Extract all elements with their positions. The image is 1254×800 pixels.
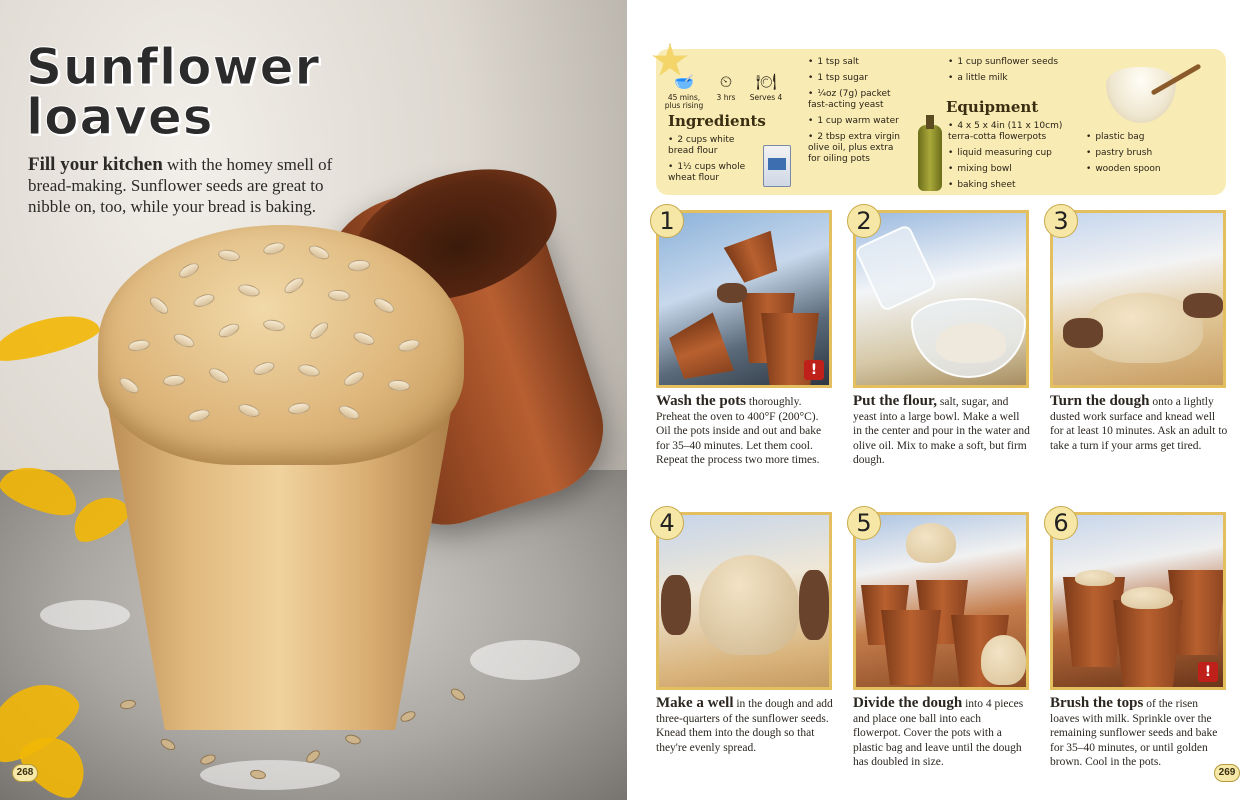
step-number: 1 — [650, 204, 684, 238]
step-lead: Put the flour, — [853, 393, 938, 409]
clock-icon: ⏲ — [719, 72, 733, 91]
step-4-photo — [656, 512, 832, 690]
intro-lead: Fill your kitchen — [28, 154, 163, 175]
step-3 — [1050, 207, 1228, 453]
olive-oil-bottle-image — [918, 125, 942, 191]
list-item: • baking sheet — [948, 180, 1088, 191]
equipment-list-2 — [1086, 132, 1196, 180]
list-item: • 1 cup sunflower seeds — [948, 57, 1098, 68]
step-2-photo — [853, 210, 1029, 388]
step-body: in the dough and add three-quarters of the sunflower seeds. Knead them into the dough so that they're evenly spread. — [656, 698, 833, 754]
step-6-photo — [1050, 512, 1226, 690]
recipe-title — [26, 38, 366, 146]
warning-icon: ! — [804, 360, 824, 380]
step-6 — [1050, 509, 1228, 770]
servings: 🍽 Serves 4 — [746, 73, 786, 102]
step-number: 3 — [1044, 204, 1078, 238]
list-item: • 2 tbsp extra virgin olive oil, plus extra for oiling pots — [808, 132, 908, 165]
step-body: onto a lightly dusted work surface and knead well for at least 10 minutes. Ask an adult to take a turn if your arms get tired. — [1050, 396, 1228, 452]
list-item: • a little milk — [948, 73, 1098, 84]
warning-icon: ! — [1198, 662, 1218, 682]
step-number: 5 — [847, 506, 881, 540]
flour-bag-image — [763, 145, 791, 187]
step-2 — [853, 207, 1031, 468]
step-lead: Wash the pots — [656, 393, 747, 409]
page-number-left: 268 — [12, 764, 38, 782]
step-1 — [656, 207, 834, 468]
step-5 — [853, 509, 1031, 770]
step-number: 2 — [847, 204, 881, 238]
equipment-list-1 — [948, 121, 1088, 196]
step-number: 4 — [650, 506, 684, 540]
step-body: into 4 pieces and place one ball into each flowerpot. Cover the pots with a plastic bag and leave until the dough has doubled in size. — [853, 698, 1024, 768]
step-lead: Make a well — [656, 695, 734, 711]
intro-paragraph — [28, 154, 368, 217]
list-item: • 4 x 5 x 4in (11 x 10cm) terra-cotta flowerpots — [948, 121, 1088, 143]
list-item: • liquid measuring cup — [948, 148, 1088, 159]
list-item: • wooden spoon — [1086, 164, 1196, 175]
step-1-text — [656, 394, 834, 468]
step-1-photo — [656, 210, 832, 388]
ingredients-heading: Ingredients — [668, 112, 766, 130]
list-item: • 1 tsp salt — [808, 57, 908, 68]
step-body: of the risen loaves with milk. Sprinkle over the remaining sunflower seeds and bake for 35–40 minutes, or until golden brown. Cool in the pots. — [1050, 698, 1218, 768]
step-number: 6 — [1044, 506, 1078, 540]
list-item: • mixing bowl — [948, 164, 1088, 175]
step-body: salt, sugar, and yeast into a large bowl. Make a well in the center and pour in the water and olive oil. Mix to make a soft, but firm dough. — [853, 396, 1030, 466]
step-4 — [656, 509, 834, 755]
total-time: ⏲ 3 hrs — [708, 73, 744, 102]
plate-icon: 🍽 — [755, 72, 777, 91]
step-5-text — [853, 696, 1031, 770]
list-item: • 1 cup warm water — [808, 116, 908, 127]
list-item: • ¼oz (7g) packet fast-acting yeast — [808, 89, 908, 111]
list-item: • plastic bag — [1086, 132, 1196, 143]
step-3-photo — [1050, 210, 1226, 388]
list-item: • 1½ cups whole wheat flour — [668, 162, 763, 184]
bowl-image — [1106, 67, 1176, 123]
ingredients-panel — [656, 49, 1226, 195]
right-page — [627, 0, 1254, 800]
step-body: thoroughly. Preheat the oven to 400°F (200°C). Oil the pots inside and out and bake for 35–40 minutes. Let them cool. Repeat the process two more times. — [656, 396, 822, 466]
list-item: • 2 cups white bread flour — [668, 135, 763, 157]
title-line-2: loaves — [26, 88, 214, 146]
step-lead: Brush the tops — [1050, 695, 1144, 711]
sunflower-petal — [0, 306, 103, 367]
equipment-heading: Equipment — [946, 98, 1039, 116]
step-5-photo — [853, 512, 1029, 690]
step-lead: Turn the dough — [1050, 393, 1150, 409]
step-4-text — [656, 696, 834, 755]
mixing-bowl-icon: 🥣 — [674, 72, 694, 91]
page-number-right: 269 — [1214, 764, 1240, 782]
intro-text: with the homey smell of bread-making. Sunflower seeds are great to nibble on, too, while your bread is baking. — [28, 155, 333, 216]
list-item: • 1 tsp sugar — [808, 73, 908, 84]
ingredients-list-3 — [948, 57, 1098, 89]
step-2-text — [853, 394, 1031, 468]
list-item: • pastry brush — [1086, 148, 1196, 159]
ingredients-list-2 — [808, 57, 908, 170]
step-6-text — [1050, 696, 1228, 770]
title-line-1: Sunflower — [26, 38, 321, 96]
loaf-dome — [98, 225, 464, 465]
ingredients-list-1 — [668, 135, 763, 189]
prep-time: 🥣 45 mins, plus rising — [664, 72, 704, 110]
step-lead: Divide the dough — [853, 695, 963, 711]
step-3-text — [1050, 394, 1228, 453]
